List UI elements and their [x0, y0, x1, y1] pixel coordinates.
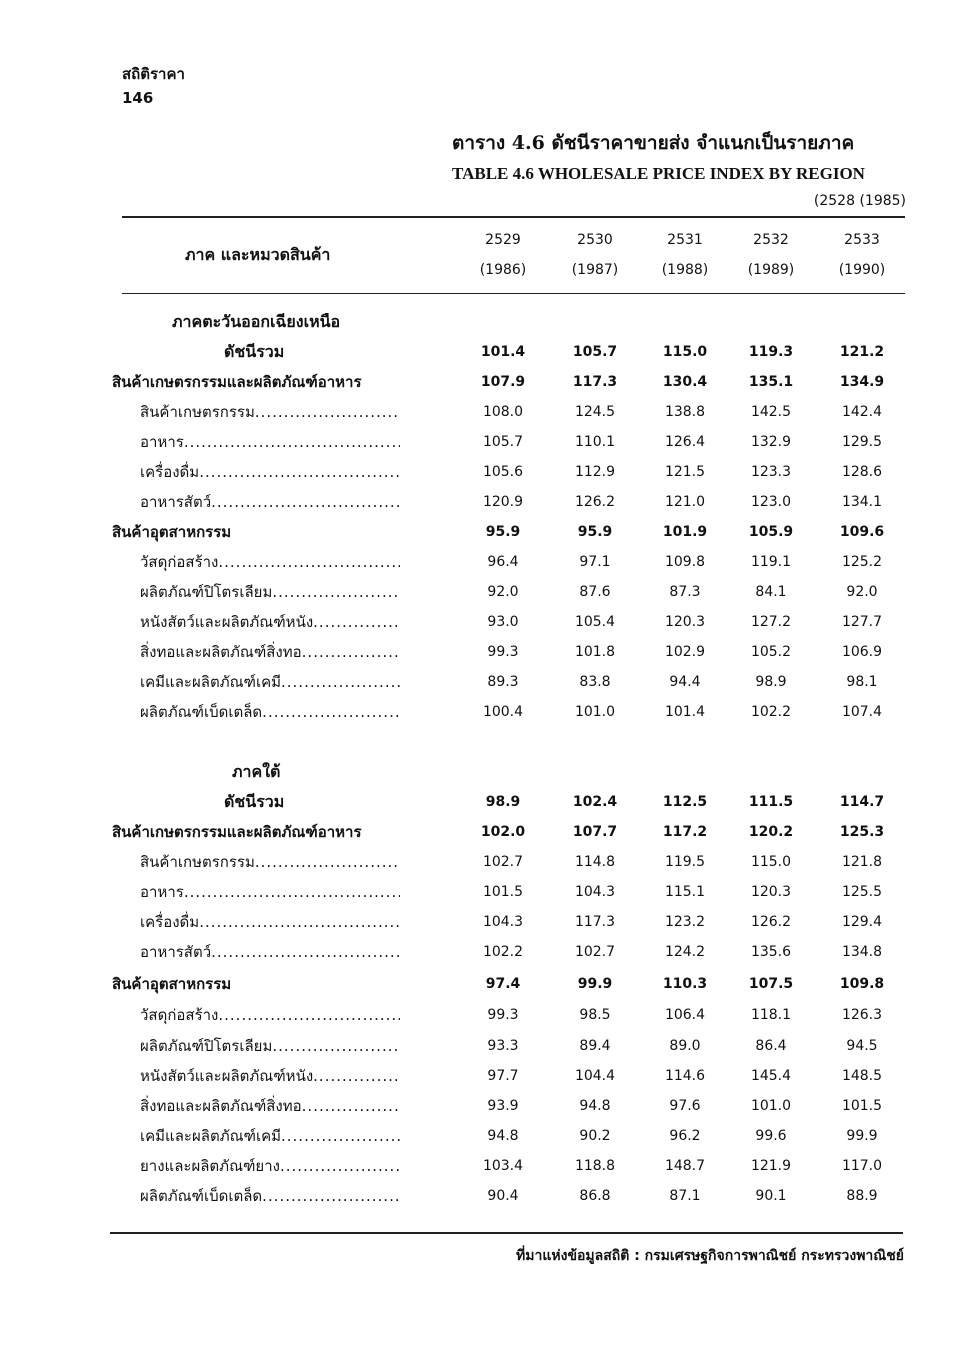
column-header — [640, 232, 730, 278]
table-row — [0, 940, 966, 970]
table-cell: 106.4 — [664, 1007, 706, 1023]
row-label: เคมีและผลิตภัณฑ์เคมี ..... — [140, 670, 400, 694]
row-label: วัสดุก่อสร้าง ..... — [140, 1003, 400, 1027]
table-cell: 98.1 — [846, 674, 878, 690]
column-year-ce: (1987) — [571, 262, 619, 278]
table-cell: 87.6 — [579, 584, 611, 600]
table-cell: 130.4 — [662, 374, 708, 390]
table-row — [0, 790, 966, 820]
table-cell: 106.9 — [841, 644, 883, 660]
table-row — [0, 1064, 966, 1094]
table-row — [0, 490, 966, 520]
table-cell: 134.8 — [841, 944, 883, 960]
table-cell: 94.5 — [846, 1038, 878, 1054]
table-cell: 107.5 — [748, 976, 794, 992]
table-cell: 109.8 — [839, 976, 885, 992]
table-cell: 101.0 — [574, 704, 616, 720]
table-cell: 95.9 — [577, 524, 613, 540]
table-cell: 107.7 — [572, 824, 618, 840]
row-label: เครื่องดื่ม ..... — [140, 910, 400, 934]
row-label: ผลิตภัณฑ์ปิโตรเลียม ..... — [140, 1034, 400, 1058]
row-label: เคมีและผลิตภัณฑ์เคมี ..... — [140, 1124, 400, 1148]
table-cell: 105.4 — [574, 614, 616, 630]
table-cell: 134.9 — [839, 374, 885, 390]
table-cell: 109.6 — [839, 524, 885, 540]
table-cell: 142.4 — [841, 404, 883, 420]
column-header-label: ภาค และหมวดสินค้า — [185, 245, 331, 264]
table-cell: 115.0 — [750, 854, 792, 870]
table-cell: 117.2 — [662, 824, 708, 840]
table-cell: 126.2 — [750, 914, 792, 930]
table-row — [0, 580, 966, 610]
table-cell: 112.9 — [574, 464, 616, 480]
table-cell: 83.8 — [579, 674, 611, 690]
table-cell: 97.6 — [669, 1098, 701, 1114]
table-cell: 123.3 — [750, 464, 792, 480]
table-cell: 126.4 — [664, 434, 706, 450]
table-row — [0, 310, 966, 340]
table-cell: 97.7 — [487, 1068, 519, 1084]
source-note: ที่มาแห่งข้อมูลสถิติ : กรมเศรษฐกิจการพาณิชย์ กระทรวงพาณิชย์ — [516, 1248, 904, 1264]
column-header — [458, 232, 548, 278]
table-row — [0, 460, 966, 490]
table-cell: 96.2 — [669, 1128, 701, 1144]
row-label: วัสดุก่อสร้าง ..... — [140, 550, 400, 574]
table-row — [0, 1034, 966, 1064]
column-header — [726, 232, 816, 278]
table-cell: 108.0 — [482, 404, 524, 420]
table-row — [0, 972, 966, 1002]
row-label: ดัชนีรวม — [224, 342, 285, 361]
table-cell: 86.8 — [579, 1188, 611, 1204]
table-cell: 90.1 — [755, 1188, 787, 1204]
table-cell: 101.4 — [664, 704, 706, 720]
table-cell: 114.7 — [839, 794, 885, 810]
table-cell: 101.4 — [480, 344, 526, 360]
table-cell: 99.3 — [487, 1007, 519, 1023]
table-cell: 92.0 — [487, 584, 519, 600]
table-row — [0, 550, 966, 580]
column-year-be: 2529 — [485, 232, 521, 248]
table-cell: 105.7 — [572, 344, 618, 360]
table-cell: 124.2 — [664, 944, 706, 960]
table-cell: 98.5 — [579, 1007, 611, 1023]
table-cell: 119.5 — [664, 854, 706, 870]
table-row — [0, 1003, 966, 1033]
table-cell: 135.1 — [748, 374, 794, 390]
table-cell: 121.2 — [839, 344, 885, 360]
table-cell: 125.2 — [841, 554, 883, 570]
table-cell: 94.8 — [487, 1128, 519, 1144]
table-row — [0, 610, 966, 640]
table-cell: 105.2 — [750, 644, 792, 660]
table-cell: 127.2 — [750, 614, 792, 630]
table-row — [0, 850, 966, 880]
table-cell: 121.8 — [841, 854, 883, 870]
table-cell: 120.3 — [664, 614, 706, 630]
table-cell: 92.0 — [846, 584, 878, 600]
table-row — [0, 1124, 966, 1154]
table-cell: 93.9 — [487, 1098, 519, 1114]
table-cell: 102.2 — [482, 944, 524, 960]
table-cell: 90.4 — [487, 1188, 519, 1204]
column-year-ce: (1990) — [838, 262, 886, 278]
row-label: สินค้าอุตสาหกรรม — [112, 523, 232, 541]
base-year-note: (2528 (1985) — [813, 193, 906, 209]
table-cell: 102.0 — [480, 824, 526, 840]
table-cell: 87.3 — [669, 584, 701, 600]
table-cell: 107.4 — [841, 704, 883, 720]
table-top-rule — [122, 216, 905, 218]
table-cell: 98.9 — [485, 794, 521, 810]
table-cell: 132.9 — [750, 434, 792, 450]
table-cell: 110.3 — [662, 976, 708, 992]
table-row — [0, 820, 966, 850]
table-cell: 128.6 — [841, 464, 883, 480]
table-cell: 142.5 — [750, 404, 792, 420]
table-cell: 126.2 — [574, 494, 616, 510]
table-bottom-rule — [110, 1232, 903, 1234]
table-cell: 121.5 — [664, 464, 706, 480]
table-row — [0, 430, 966, 460]
table-cell: 94.8 — [579, 1098, 611, 1114]
table-cell: 118.8 — [574, 1158, 616, 1174]
column-header — [550, 232, 640, 278]
table-cell: 123.0 — [750, 494, 792, 510]
table-cell: 84.1 — [755, 584, 787, 600]
table-cell: 102.7 — [574, 944, 616, 960]
table-cell: 93.0 — [487, 614, 519, 630]
table-cell: 93.3 — [487, 1038, 519, 1054]
table-cell: 118.1 — [750, 1007, 792, 1023]
table-cell: 105.6 — [482, 464, 524, 480]
row-label: หนังสัตว์และผลิตภัณฑ์หนัง ..... — [140, 610, 400, 634]
table-cell: 120.9 — [482, 494, 524, 510]
table-row — [0, 640, 966, 670]
table-row — [0, 1094, 966, 1124]
row-label: สินค้าเกษตรกรรมและผลิตภัณฑ์อาหาร — [112, 373, 362, 391]
table-cell: 97.1 — [579, 554, 611, 570]
row-label: ยางและผลิตภัณฑ์ยาง ..... — [140, 1154, 400, 1178]
table-cell: 115.1 — [664, 884, 706, 900]
column-year-be: 2532 — [753, 232, 789, 248]
table-cell: 109.8 — [664, 554, 706, 570]
table-cell: 121.0 — [664, 494, 706, 510]
table-cell: 119.1 — [750, 554, 792, 570]
table-cell: 101.8 — [574, 644, 616, 660]
table-cell: 138.8 — [664, 404, 706, 420]
title-thai: ตาราง 4.6 ดัชนีราคาขายส่ง จำแนกเป็นรายภาค — [452, 132, 855, 154]
table-cell: 87.1 — [669, 1188, 701, 1204]
table-cell: 121.9 — [750, 1158, 792, 1174]
column-header — [817, 232, 907, 278]
table-row — [0, 910, 966, 940]
row-label: เครื่องดื่ม ..... — [140, 460, 400, 484]
column-year-ce: (1989) — [747, 262, 795, 278]
row-label: อาหารสัตว์ ..... — [140, 490, 400, 514]
table-cell: 117.0 — [841, 1158, 883, 1174]
row-label: สิ่งทอและผลิตภัณฑ์สิ่งทอ ..... — [140, 1094, 400, 1118]
table-cell: 97.4 — [485, 976, 521, 992]
table-cell: 148.7 — [664, 1158, 706, 1174]
table-cell: 102.2 — [750, 704, 792, 720]
column-year-ce: (1988) — [661, 262, 709, 278]
table-cell: 135.6 — [750, 944, 792, 960]
table-cell: 101.0 — [750, 1098, 792, 1114]
table-cell: 111.5 — [748, 794, 794, 810]
table-cell: 89.4 — [579, 1038, 611, 1054]
row-label: สินค้าเกษตรกรรม ..... — [140, 400, 400, 424]
row-label: ดัชนีรวม — [224, 792, 285, 811]
row-label: สินค้าอุตสาหกรรม — [112, 975, 232, 993]
row-label: สินค้าเกษตรกรรมและผลิตภัณฑ์อาหาร — [112, 823, 362, 841]
table-cell: 99.3 — [487, 644, 519, 660]
table-cell: 123.2 — [664, 914, 706, 930]
table-cell: 90.2 — [579, 1128, 611, 1144]
table-cell: 102.9 — [664, 644, 706, 660]
table-row — [0, 370, 966, 400]
table-cell: 120.2 — [748, 824, 794, 840]
row-label: อาหาร ..... — [140, 880, 400, 904]
table-cell: 99.9 — [577, 976, 613, 992]
table-cell: 124.5 — [574, 404, 616, 420]
table-row — [0, 880, 966, 910]
table-cell: 89.0 — [669, 1038, 701, 1054]
table-cell: 119.3 — [748, 344, 794, 360]
row-label: อาหาร ..... — [140, 430, 400, 454]
table-cell: 129.5 — [841, 434, 883, 450]
row-label: ผลิตภัณฑ์เบ็ดเตล็ด ..... — [140, 1184, 400, 1208]
table-cell: 148.5 — [841, 1068, 883, 1084]
table-cell: 94.4 — [669, 674, 701, 690]
table-row — [0, 400, 966, 430]
table-cell: 125.3 — [839, 824, 885, 840]
table-row — [0, 670, 966, 700]
table-cell: 114.6 — [664, 1068, 706, 1084]
table-cell: 101.9 — [662, 524, 708, 540]
table-cell: 102.4 — [572, 794, 618, 810]
table-cell: 115.0 — [662, 344, 708, 360]
column-year-be: 2531 — [667, 232, 703, 248]
row-label: ภาคใต้ — [232, 762, 281, 781]
table-row — [0, 520, 966, 550]
column-year-be: 2530 — [577, 232, 613, 248]
table-cell: 88.9 — [846, 1188, 878, 1204]
table-cell: 134.1 — [841, 494, 883, 510]
table-cell: 103.4 — [482, 1158, 524, 1174]
table-cell: 104.3 — [574, 884, 616, 900]
table-title — [452, 128, 912, 184]
row-label: สินค้าเกษตรกรรม ..... — [140, 850, 400, 874]
row-label: ผลิตภัณฑ์ปิโตรเลียม ..... — [140, 580, 400, 604]
title-english: TABLE 4.6 WHOLESALE PRICE INDEX BY REGION — [452, 164, 865, 183]
table-cell: 125.5 — [841, 884, 883, 900]
row-label: ภาคตะวันออกเฉียงเหนือ — [172, 312, 341, 331]
column-year-ce: (1986) — [479, 262, 527, 278]
table-cell: 101.5 — [482, 884, 524, 900]
table-cell: 99.9 — [846, 1128, 878, 1144]
table-row — [0, 700, 966, 730]
table-cell: 127.7 — [841, 614, 883, 630]
table-cell: 100.4 — [482, 704, 524, 720]
table-header-rule — [122, 293, 905, 294]
table-cell: 104.4 — [574, 1068, 616, 1084]
row-label: สิ่งทอและผลิตภัณฑ์สิ่งทอ ..... — [140, 640, 400, 664]
table-cell: 117.3 — [574, 914, 616, 930]
table-cell: 129.4 — [841, 914, 883, 930]
table-cell: 101.5 — [841, 1098, 883, 1114]
table-cell: 95.9 — [485, 524, 521, 540]
table-cell: 104.3 — [482, 914, 524, 930]
table-cell: 117.3 — [572, 374, 618, 390]
table-row — [0, 340, 966, 370]
table-cell: 112.5 — [662, 794, 708, 810]
table-cell: 102.7 — [482, 854, 524, 870]
table-row — [0, 760, 966, 790]
table-cell: 120.3 — [750, 884, 792, 900]
table-cell: 98.9 — [755, 674, 787, 690]
column-year-be: 2533 — [844, 232, 880, 248]
table-row — [0, 1184, 966, 1214]
row-label: ผลิตภัณฑ์เบ็ดเตล็ด ..... — [140, 700, 400, 724]
page-category: สถิติราคา — [122, 65, 185, 83]
page-number: 146 — [122, 89, 154, 107]
row-label: อาหารสัตว์ ..... — [140, 940, 400, 964]
table-cell: 89.3 — [487, 674, 519, 690]
table-cell: 105.7 — [482, 434, 524, 450]
table-cell: 107.9 — [480, 374, 526, 390]
table-cell: 99.6 — [755, 1128, 787, 1144]
table-cell: 126.3 — [841, 1007, 883, 1023]
table-cell: 105.9 — [748, 524, 794, 540]
table-row — [0, 1154, 966, 1184]
table-cell: 114.8 — [574, 854, 616, 870]
table-cell: 110.1 — [574, 434, 616, 450]
table-cell: 96.4 — [487, 554, 519, 570]
table-cell: 86.4 — [755, 1038, 787, 1054]
row-label: หนังสัตว์และผลิตภัณฑ์หนัง ..... — [140, 1064, 400, 1088]
table-cell: 145.4 — [750, 1068, 792, 1084]
